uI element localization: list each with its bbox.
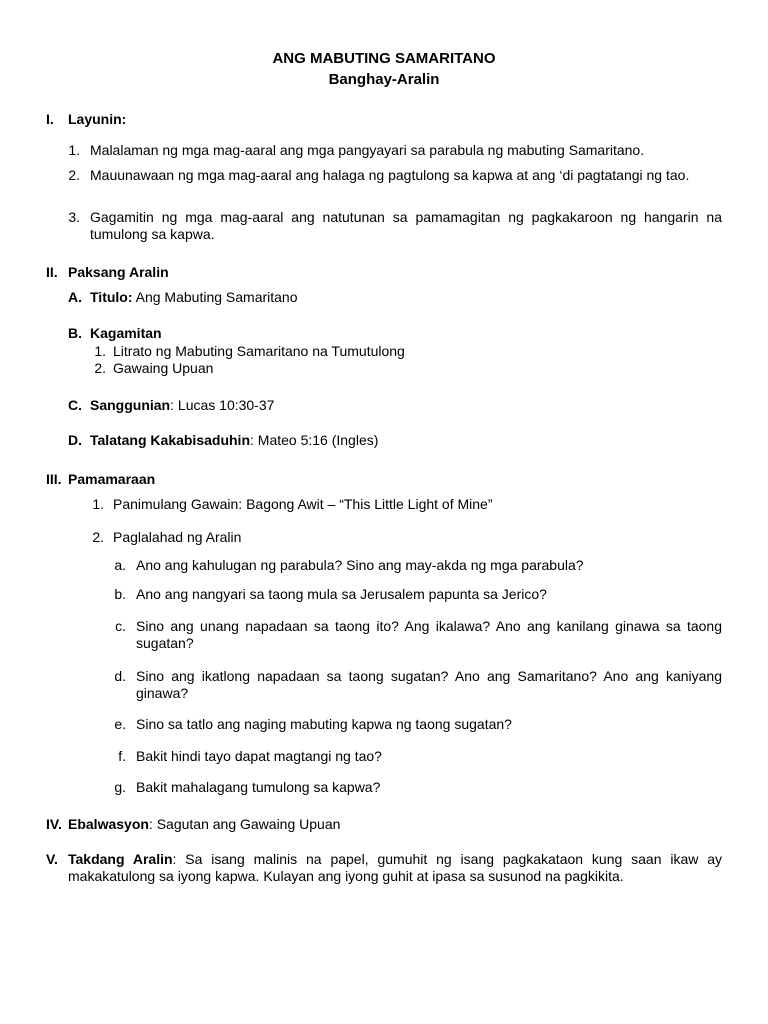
list-item: Malalaman ng mga mag-aaral ang mga pangyayari sa parabula ng mabuting Samaritano. (90, 142, 645, 158)
section-title-layunin: Layunin: (68, 111, 127, 127)
subsection-marker: A. (68, 289, 82, 305)
label-talatang: Talatang Kakabisaduhin (90, 432, 250, 448)
label-takdang: Takdang Aralin (68, 851, 173, 867)
section-number: I. (46, 111, 54, 127)
label-sanggunian: Sanggunian (90, 397, 171, 413)
list-item: Gawaing Upuan (113, 360, 214, 376)
value-takdang: : Sa isang malinis na papel, gumuhit ng isang pagkakataon kung saan ikaw ay makakatulong sa iyong kapwa. Kulayan ang iyong guhit at ipasa sa susunod na pagkikita. (68, 851, 722, 884)
question-marker: b. (114, 586, 126, 602)
label-kagamitan: Kagamitan (90, 325, 162, 341)
subsection-sanggunian (90, 397, 274, 414)
question-item: Bakit hindi tayo dapat magtangi ng tao? (136, 748, 382, 764)
question-marker: e. (114, 716, 126, 732)
subsection-marker: D. (68, 432, 82, 448)
value-titulo: Ang Mabuting Samaritano (132, 289, 298, 305)
subsection-marker: C. (68, 397, 82, 413)
question-item: Sino ang ikatlong napadaan sa taong sugatan? Ano ang Samaritano? Ano ang kaniyang ginawa? (136, 668, 722, 701)
list-item: Gagamitin ng mga mag-aaral ang natutunan sa pamamagitan ng pagkakaroon ng hangarin na tumulong sa kapwa. (90, 209, 722, 242)
label-titulo: Titulo: (90, 289, 133, 305)
document-title: ANG MABUTING SAMARITANO (272, 50, 496, 67)
question-item: Ano ang nangyari sa taong mula sa Jerusalem papunta sa Jerico? (136, 586, 547, 602)
subsection-marker: B. (68, 325, 82, 341)
list-marker: 2. (92, 529, 104, 545)
subsection-talatang (90, 432, 378, 449)
list-item: Panimulang Gawain: Bagong Awit – “This Little Light of Mine” (113, 496, 493, 512)
question-item: Ano ang kahulugan ng parabula? Sino ang may-akda ng mga parabula? (136, 557, 584, 573)
document-subtitle: Banghay-Aralin (328, 71, 440, 88)
list-marker: 2. (94, 360, 106, 376)
question-marker: c. (115, 618, 126, 634)
section-number: III. (46, 471, 62, 487)
list-marker: 3. (68, 209, 80, 225)
list-marker: 1. (92, 496, 104, 512)
label-ebalwasyon: Ebalwasyon (68, 816, 149, 832)
list-item: Litrato ng Mabuting Samaritano na Tumutulong (113, 343, 405, 359)
section-number: IV. (46, 816, 62, 832)
value-sanggunian: : Lucas 10:30-37 (170, 397, 275, 413)
list-marker: 1. (68, 142, 80, 158)
list-marker: 1. (94, 343, 106, 359)
value-talatang: : Mateo 5:16 (Ingles) (250, 432, 379, 448)
value-ebalwasyon: : Sagutan ang Gawaing Upuan (148, 816, 341, 832)
question-marker: g. (114, 779, 126, 795)
question-item: Sino ang unang napadaan sa taong ito? Ang ikalawa? Ano ang kanilang ginawa sa taong sugatan? (136, 618, 722, 651)
section-title-pamamaraan: Pamamaraan (68, 471, 156, 487)
list-marker: 2. (68, 167, 80, 183)
section-title-paksa: Paksang Aralin (68, 264, 169, 280)
subsection-titulo (90, 289, 298, 306)
section-number: V. (46, 851, 58, 867)
list-item: Mauunawaan ng mga mag-aaral ang halaga ng pagtulong sa kapwa at ang ‘di pagtatangi ng tao. (90, 167, 690, 183)
question-marker: f. (118, 748, 126, 764)
question-item: Bakit mahalagang tumulong sa kapwa? (136, 779, 381, 795)
list-item: Paglalahad ng Aralin (113, 529, 242, 545)
question-marker: a. (114, 557, 126, 573)
section-number: II. (46, 264, 58, 280)
question-item: Sino sa tatlo ang naging mabuting kapwa ng taong sugatan? (136, 716, 512, 732)
question-marker: d. (114, 668, 126, 684)
section-ebalwasyon (68, 816, 340, 833)
section-takdang (68, 851, 722, 885)
